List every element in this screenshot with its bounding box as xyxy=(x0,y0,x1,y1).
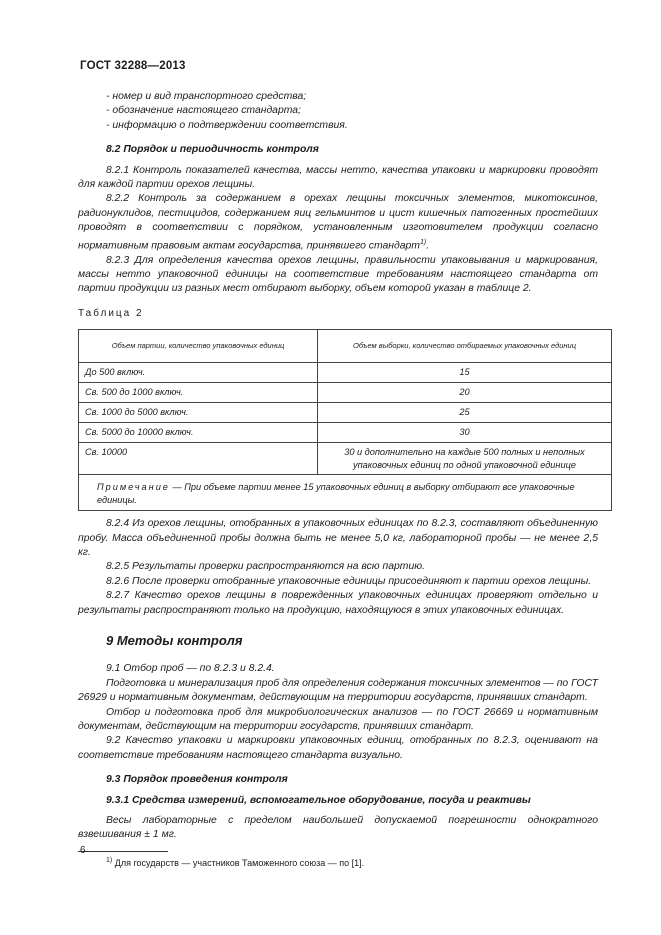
paragraph-8-2-7: 8.2.7 Качество орехов лещины в поврежденных упаковочных единицах проверяют отдельно и результаты распространяют только на продукцию, находящуюся в этих упаковочных единицах. xyxy=(78,590,598,616)
table-row xyxy=(79,423,612,443)
table-note-row xyxy=(79,475,612,511)
paragraph-8-2-6: 8.2.6 После проверки отобранные упаковочные единицы присоединяют к партии орехов лещины. xyxy=(106,575,592,587)
section-heading-9: 9 Методы контроля xyxy=(106,633,243,648)
paragraph-8-2-4: 8.2.4 Из орехов лещины, отобранных в упаковочных единицах по 8.2.3, составляют объединенную пробу. Масса объединенной пробы должна быть не менее 5,0 кг, лабораторной пробы — не менее 2,5 кг. xyxy=(78,518,598,558)
standard-header: ГОСТ 32288—2013 xyxy=(80,60,186,72)
table-cell-sample: 25 xyxy=(318,403,612,423)
paragraph-9-3-1: Весы лабораторные с пределом наибольшей допускаемой погрешности однократного взвешивания ± 1 мг. xyxy=(78,815,598,841)
page-number: 6 xyxy=(80,845,86,856)
table-row xyxy=(79,443,612,475)
table-row xyxy=(79,363,612,383)
table-caption: Таблица 2 xyxy=(78,307,144,319)
paragraph-9-1: 9.1 Отбор проб — по 8.2.3 и 8.2.4. xyxy=(106,663,275,675)
table-cell-sample: 30 и дополнительно на каждые 500 полных и неполных упаковочных единиц по одной упаковочной единице xyxy=(318,443,612,475)
list-item: - обозначение настоящего стандарта; xyxy=(106,105,301,117)
table-cell-lot: Св. 5000 до 10000 включ. xyxy=(79,423,318,443)
paragraph-9-1-a: Подготовка и минерализация проб для определения содержания токсичных элементов — по ГОСТ 26929 и нормативным документам, действующим на территории государств, принявших стандарт. xyxy=(78,677,598,704)
footnote-text: Для государств — участников Таможенного союза — по [1]. xyxy=(112,857,365,868)
paragraph-9-2: 9.2 Качество упаковки и маркировки упаковочных единиц, отобранных по 8.2.3, оценивают на соответствие требованиям настоящего стандарта визуально. xyxy=(78,735,598,761)
table-cell-sample: 30 xyxy=(318,423,612,443)
page-content xyxy=(78,90,598,870)
paragraph-8-2-2-text: 8.2.2 Контроль за содержанием в орехах лещины токсичных элементов, микотоксинов, радионуклидов, пестицидов, содержанием яиц гельминтов и цист кишечных патогенных простейших проводят в соответствии с порядком, установленным изготовителем продукции согласно нормативным правовым актам государства, принявшего стандарт xyxy=(78,193,598,252)
table-cell-lot: Св. 1000 до 5000 включ. xyxy=(79,403,318,423)
table-row xyxy=(79,403,612,423)
table-header-sample-size: Объем выборки, количество отбираемых упаковочных единиц xyxy=(318,330,612,363)
footnote xyxy=(78,854,598,870)
paragraph-8-2-2-end: . xyxy=(426,240,430,252)
table-header-lot-size: Объем партии, количество упаковочных единиц xyxy=(79,330,318,363)
list-item: - информацию о подтверждении соответствия. xyxy=(106,119,348,131)
paragraph-8-2-1: 8.2.1 Контроль показателей качества, массы нетто, качества упаковки и маркировки проводят для каждой партии орехов лещины. xyxy=(78,164,598,191)
table-cell-sample: 15 xyxy=(318,363,612,383)
table-cell-sample: 20 xyxy=(318,383,612,403)
table-note xyxy=(79,475,612,511)
footnote-divider xyxy=(78,851,168,852)
note-label: Примечание xyxy=(97,482,170,493)
paragraph-9-1-b: Отбор и подготовка проб для микробиологических анализов — по ГОСТ 26669 и нормативным документам, действующим на территории государств, принявших стандарт. xyxy=(78,706,598,733)
section-heading-8-2: 8.2 Порядок и периодичность контроля xyxy=(106,144,319,156)
sample-size-table xyxy=(78,329,612,511)
paragraph-8-2-3: 8.2.3 Для определения качества орехов лещины, правильности упаковывания и маркирования, массы нетто упаковочной единицы на соответствие требованиям настоящего стандарта от партии продукции из разных мест отбирают выборку, объем которой указан в таблице 2. xyxy=(78,254,598,295)
section-heading-9-3-1: 9.3.1 Средства измерений, вспомогательное оборудование, посуда и реактивы xyxy=(106,794,531,806)
table-row xyxy=(79,383,612,403)
list-item: - номер и вид транспортного средства; xyxy=(106,91,307,102)
note-text: — При объеме партии менее 15 упаковочных единиц в выборку отбирают все упаковочные единицы. xyxy=(97,482,575,505)
section-heading-9-3: 9.3 Порядок проведения контроля xyxy=(106,774,288,786)
footnote-reference: 1) xyxy=(419,238,427,246)
table-cell-lot: Св. 10000 xyxy=(79,443,318,475)
table-cell-lot: Св. 500 до 1000 включ. xyxy=(79,383,318,403)
paragraph-8-2-5: 8.2.5 Результаты проверки распространяются на всю партию. xyxy=(106,561,425,573)
table-cell-lot: До 500 включ. xyxy=(79,363,318,383)
paragraph-8-2-2 xyxy=(78,192,598,253)
footnote-mark: 1) xyxy=(106,856,113,864)
